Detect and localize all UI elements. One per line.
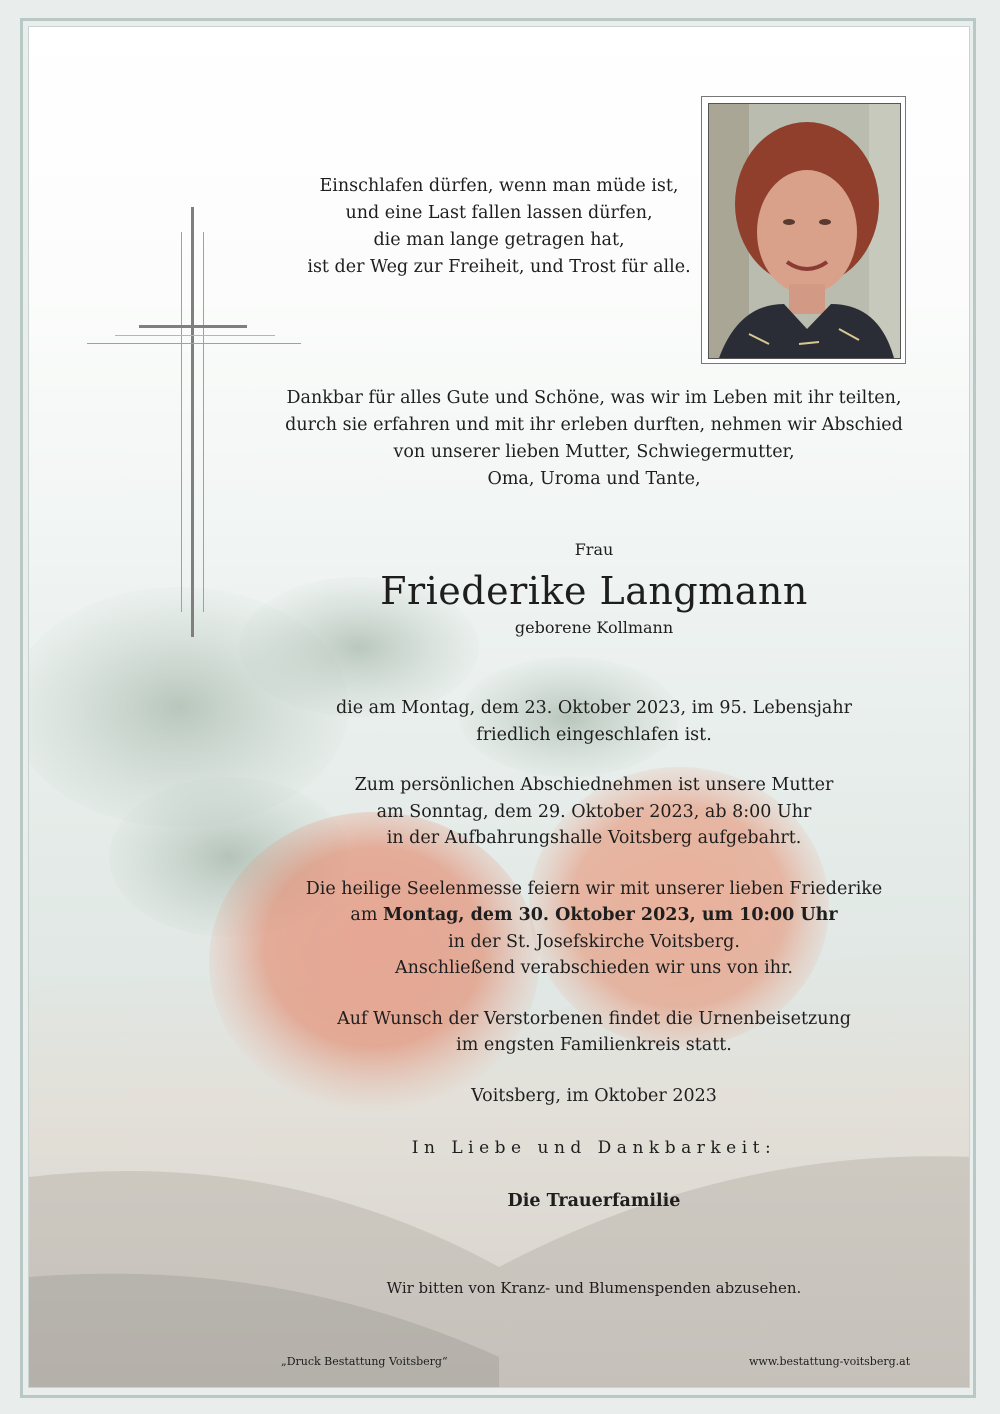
honorific: Frau — [574, 540, 614, 559]
urn-line: im engsten Familienkreis statt. — [456, 1035, 732, 1055]
deceased-name: Friederike Langmann — [380, 569, 808, 613]
portrait-photo — [708, 103, 901, 359]
mass-paragraph — [269, 876, 919, 982]
obituary-card — [28, 26, 970, 1388]
name-block — [269, 539, 919, 639]
print-credit: „Druck Bestattung Voitsberg“ — [281, 1355, 448, 1368]
details — [269, 695, 919, 1214]
intro-line: Oma, Uroma und Tante, — [487, 469, 701, 489]
mass-line: Anschließend verabschieden wir uns von ihr. — [395, 958, 793, 978]
viewing-line: in der Aufbahrungshalle Voitsberg aufgebahrt. — [386, 828, 802, 848]
urn-line: Auf Wunsch der Verstorbenen findet die Urnenbeisetzung — [337, 1008, 851, 1029]
intro-line: Dankbar für alles Gute und Schöne, was wir im Leben mit ihr teilten, — [286, 388, 902, 408]
intro-line: von unserer lieben Mutter, Schwiegermutter, — [393, 442, 795, 462]
poem-line: und eine Last fallen lassen dürfen, — [345, 203, 653, 223]
website-url: www.bestattung-voitsberg.at — [749, 1355, 911, 1368]
death-line: die am Montag, dem 23. Oktober 2023, im 95. Lebensjahr — [335, 698, 853, 718]
intro-line: durch sie erfahren und mit ihr erleben durften, nehmen wir Abschied — [285, 415, 903, 435]
flower-request-note: Wir bitten von Kranz- und Blumenspenden abzusehen. — [386, 1279, 802, 1297]
mass-date: Montag, dem 30. Oktober 2023, um 10:00 Uhr — [382, 905, 838, 925]
death-paragraph — [269, 695, 919, 748]
birth-name: geborene Kollmann — [514, 618, 674, 637]
family-signature: Die Trauerfamilie — [507, 1190, 681, 1211]
poem-line: ist der Weg zur Freiheit, und Trost für alle. — [307, 257, 691, 277]
poem — [264, 173, 734, 281]
intro-text — [269, 385, 919, 493]
death-line: friedlich eingeschlafen ist. — [476, 724, 712, 745]
place-date: Voitsberg, im Oktober 2023 — [471, 1085, 717, 1106]
viewing-paragraph — [269, 772, 919, 852]
viewing-line: Zum persönlichen Abschiednehmen ist unsere Mutter — [354, 775, 834, 795]
urn-paragraph — [269, 1006, 919, 1059]
poem-line: Einschlafen dürfen, wenn man müde ist, — [319, 176, 679, 196]
poem-line: die man lange getragen hat, — [373, 230, 625, 250]
mass-line: in der St. Josefskirche Voitsberg. — [448, 931, 740, 952]
mass-prefix: am — [350, 905, 383, 925]
viewing-line: am Sonntag, dem 29. Oktober 2023, ab 8:00 Uhr — [376, 801, 812, 822]
closing-line: In Liebe und Dankbarkeit: — [411, 1138, 777, 1158]
mass-line: Die heilige Seelenmesse feiern wir mit unserer lieben Friederike — [305, 878, 883, 899]
